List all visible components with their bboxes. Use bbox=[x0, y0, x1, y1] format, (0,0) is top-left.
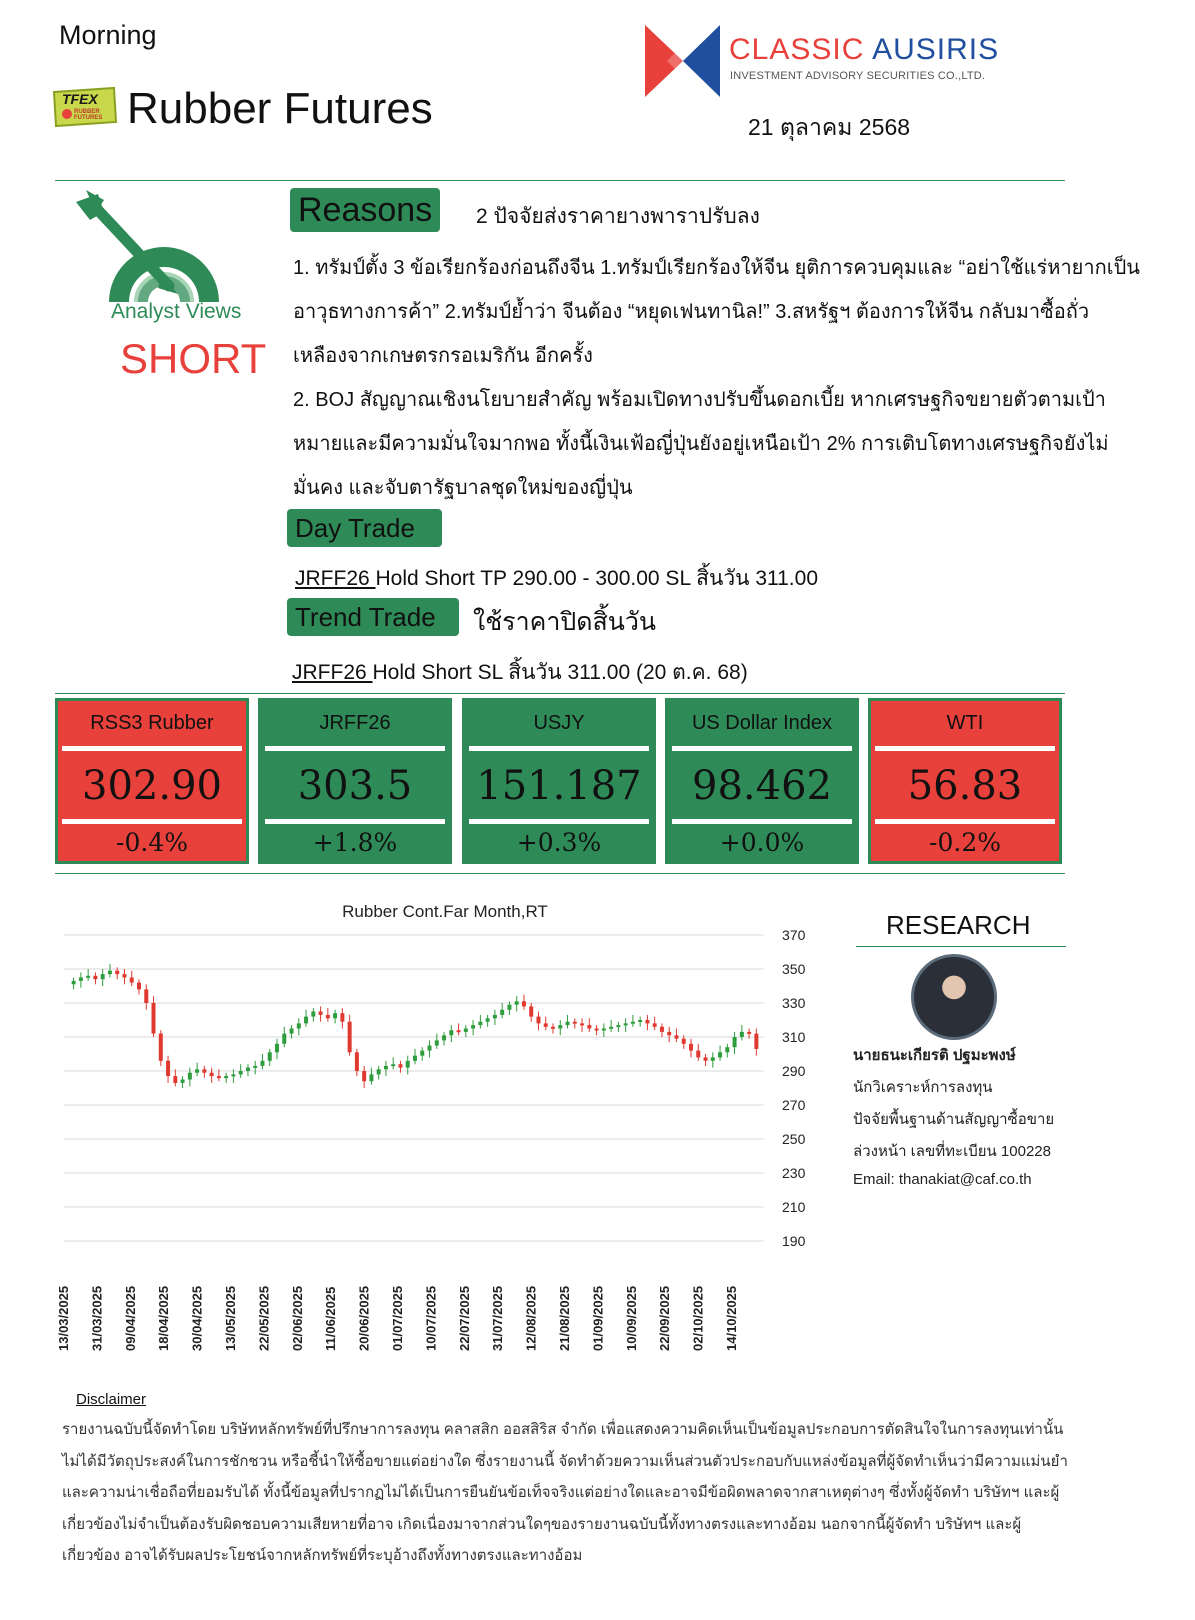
candle-body bbox=[689, 1044, 693, 1051]
x-tick-label: 21/08/2025 bbox=[557, 1285, 572, 1351]
candle-body bbox=[471, 1025, 475, 1028]
candle-body bbox=[246, 1068, 250, 1071]
analyst-name: นายธนะเกียรติ ปฐมะพงษ์ bbox=[853, 1047, 1016, 1064]
header-divider bbox=[55, 180, 1065, 181]
market-tile bbox=[55, 698, 249, 864]
candle-body bbox=[355, 1052, 359, 1071]
candle-body bbox=[152, 1003, 156, 1034]
candle-body bbox=[224, 1076, 228, 1078]
candle-body bbox=[130, 978, 134, 983]
candle-body bbox=[515, 1001, 519, 1004]
tile-change: -0.2% bbox=[929, 828, 1001, 857]
candle-body bbox=[696, 1051, 700, 1058]
candle-body bbox=[587, 1025, 591, 1028]
candle-body bbox=[231, 1074, 235, 1076]
candle-body bbox=[333, 1013, 337, 1018]
candle-body bbox=[602, 1029, 606, 1031]
tile-change: -0.4% bbox=[116, 828, 188, 857]
candle-body bbox=[391, 1064, 395, 1066]
x-tick-label: 22/09/2025 bbox=[657, 1285, 673, 1351]
candle-body bbox=[362, 1071, 366, 1081]
candle-body bbox=[348, 1022, 352, 1053]
reason-item: 2. BOJ สัญญาณเชิงนโยบายสำคัญ พร้อมเปิดทางปรับขึ้นดอกเบี้ย หากเศรษฐกิจขยายตัวตามเป้าหมายและมีความมั่นใจมากพอ ทั้งนี้เงินเฟ้อญี่ปุ่นยังอยู่เหนือเป้า 2% การเติบโตทางเศรษฐกิจยังไม่มั่นคง และจับตารัฐบาลชุดใหม่ของญี่ปุ่น bbox=[293, 389, 1109, 499]
x-tick-label: 13/03/2025 bbox=[56, 1285, 71, 1351]
candle-body bbox=[573, 1022, 577, 1024]
candle-body bbox=[667, 1032, 671, 1035]
research-title: RESEARCH bbox=[886, 910, 1031, 940]
x-tick-label: 30/04/2025 bbox=[189, 1285, 205, 1351]
tile-name: WTI bbox=[946, 712, 984, 734]
tile-name: US Dollar Index bbox=[691, 712, 833, 734]
target-arrow-icon bbox=[74, 190, 254, 302]
candle-body bbox=[159, 1034, 163, 1061]
y-tick-label: 370 bbox=[782, 927, 806, 943]
candle-body bbox=[72, 981, 76, 984]
rubber-price-chart bbox=[52, 893, 842, 1383]
day-trade-label: Day Trade bbox=[287, 509, 442, 547]
x-tick-label: 01/09/2025 bbox=[590, 1285, 606, 1351]
candle-body bbox=[217, 1076, 221, 1078]
candle-body bbox=[144, 989, 148, 1003]
trend-trade-symbol: JRFF26 bbox=[292, 661, 373, 684]
x-tick-label: 18/04/2025 bbox=[156, 1285, 172, 1351]
candle-body bbox=[733, 1037, 737, 1047]
candle-body bbox=[457, 1030, 461, 1032]
market-tile bbox=[665, 698, 859, 864]
candle-body bbox=[478, 1022, 482, 1025]
candle-body bbox=[609, 1027, 613, 1029]
candle-body bbox=[413, 1056, 417, 1061]
candle-body bbox=[660, 1027, 664, 1032]
candle-body bbox=[580, 1023, 584, 1025]
y-tick-label: 250 bbox=[782, 1131, 806, 1147]
candle-body bbox=[747, 1032, 751, 1034]
candle-body bbox=[616, 1025, 620, 1027]
report-date: 21 ตุลาคม 2568 bbox=[748, 114, 911, 140]
candle-body bbox=[754, 1034, 758, 1049]
analyst-license: ปัจจัยพื้นฐานด้านสัญญาซื้อขาย bbox=[853, 1111, 1055, 1128]
chart-title: Rubber Cont.Far Month,RT bbox=[342, 902, 548, 921]
reason-item: 1. ทรัมป์ตั้ง 3 ข้อเรียกร้องก่อนถึงจีน 1.ทรัมป์เรียกร้องให้จีน ยุติการควบคุมและ “อย่าใช้แร่หายากเป็นอาวุธทางการค้า” 2.ทรัมป์ย้ำว่า จีนต้อง “หยุดเฟนทานิล!” 3.สหรัฐฯ ต้องการให้จีน กลับมาซื้อถั่วเหลืองจากเกษตรกรอเมริกัน อีกครั้ง bbox=[293, 257, 1140, 367]
y-tick-label: 270 bbox=[782, 1097, 806, 1113]
candle-body bbox=[101, 974, 105, 979]
candle-body bbox=[275, 1044, 279, 1053]
candle-body bbox=[486, 1018, 490, 1021]
candle-body bbox=[420, 1051, 424, 1056]
candle-body bbox=[210, 1073, 214, 1076]
candle-body bbox=[384, 1066, 388, 1069]
y-tick-label: 350 bbox=[782, 961, 806, 977]
candle-body bbox=[268, 1052, 272, 1061]
candle-body bbox=[638, 1020, 642, 1022]
tile-price: 302.90 bbox=[82, 763, 222, 809]
reasons-label: Reasons bbox=[290, 188, 440, 232]
candle-body bbox=[122, 974, 126, 977]
classic-ausiris-logo-icon bbox=[645, 25, 720, 97]
candle-body bbox=[369, 1074, 373, 1081]
candle-body bbox=[653, 1023, 657, 1026]
x-tick-label: 13/05/2025 bbox=[223, 1285, 238, 1351]
candle-body bbox=[558, 1025, 562, 1028]
candle-body bbox=[704, 1057, 708, 1060]
x-tick-label: 22/07/2025 bbox=[456, 1285, 472, 1351]
analyst-license: ล่วงหน้า เลขที่ทะเบียน 100228 bbox=[853, 1143, 1051, 1160]
analyst-role: นักวิเคราะห์การลงทุน bbox=[853, 1079, 993, 1096]
y-tick-label: 210 bbox=[782, 1199, 806, 1215]
candle-body bbox=[108, 971, 112, 974]
y-tick-label: 190 bbox=[782, 1233, 806, 1249]
x-tick-label: 02/06/2025 bbox=[289, 1285, 305, 1351]
analyst-email: Email: thanakiat@caf.co.th bbox=[853, 1171, 1032, 1188]
x-tick-label: 10/07/2025 bbox=[423, 1285, 439, 1351]
candle-body bbox=[464, 1029, 468, 1032]
candle-body bbox=[493, 1015, 497, 1018]
reasons-heading: 2 ปัจจัยส่งราคายางพาราปรับลง bbox=[476, 205, 760, 228]
disclaimer-text: รายงานฉบับนี้จัดทำโดย บริษัทหลักทรัพย์ที่ปรึกษาการลงทุน คลาสสิก ออสสิริส จำกัด เพื่อแสดงความคิดเห็นเป็นข้อมูลประกอบการตัดสินใจในการลงทุนเท่านั้น ไม่ได้มีวัตถุประสงค์ในการชักชวน หรือชี้นำให้ซื้อขายแต่อย่างใด ซึ่งรายงานนี้ จัดทำด้วยความเห็นส่วนตัวประกอบกับแหล่งข้อมูลที่ผู้จัดทำเห็นว่ามีความแม่นยำและความน่าเชื่อถือที่ยอมรับได้ ทั้งนี้ข้อมูลที่ปรากฏไม่ได้เป็นการยืนยันข้อเท็จจริงแต่อย่างใดและอาจมีข้อผิดพลาดจากสาเหตุต่างๆ ซึ่งทั้งผู้จัดทำ บริษัทฯ และผู้เกี่ยวข้องไม่จำเป็นต้องรับผิดชอบความเสียหายที่อาจ เกิดเนื่องมาจากส่วนใดๆของรายงานฉบับนี้ทั้งทางตรงและทางอ้อม นอกจากนี้ผู้จัดทำ บริษัทฯ และผู้เกี่ยวข้อง อาจได้รับผลประโยชน์จากหลักทรัพย์ที่ระบุอ้างถึงทั้งทางตรงและทางอ้อม bbox=[62, 1421, 1068, 1564]
candle-body bbox=[631, 1022, 635, 1024]
candle-body bbox=[428, 1046, 432, 1051]
candle-body bbox=[725, 1047, 729, 1052]
tfex-rubber-logo bbox=[50, 86, 118, 128]
brand-subtitle: INVESTMENT ADVISORY SECURITIES CO.,LTD. bbox=[730, 70, 986, 82]
candle-body bbox=[173, 1076, 177, 1083]
candle-body bbox=[544, 1023, 548, 1026]
candle-body bbox=[449, 1030, 453, 1035]
candle-body bbox=[115, 971, 119, 974]
tile-name: RSS3 Rubber bbox=[90, 712, 214, 734]
x-tick-label: 11/06/2025 bbox=[323, 1286, 339, 1351]
trend-trade-strategy bbox=[292, 656, 748, 689]
svg-text:FUTURES: FUTURES bbox=[74, 115, 103, 121]
tile-price: 98.462 bbox=[692, 763, 832, 809]
svg-text:RUBBER: RUBBER bbox=[74, 109, 100, 115]
analyst-avatar bbox=[911, 954, 997, 1040]
candle-body bbox=[435, 1040, 439, 1045]
edition-label: Morning bbox=[59, 20, 157, 50]
candle-body bbox=[340, 1013, 344, 1022]
view-direction: SHORT bbox=[120, 335, 267, 382]
y-tick-label: 310 bbox=[782, 1029, 806, 1045]
x-tick-label: 02/10/2025 bbox=[690, 1285, 706, 1351]
candle-body bbox=[86, 976, 90, 978]
x-tick-label: 12/08/2025 bbox=[523, 1285, 539, 1351]
candle-body bbox=[326, 1015, 330, 1018]
tfex-logo-text: TFEX bbox=[62, 91, 98, 107]
trend-trade-detail: Hold Short SL สิ้นวัน 311.00 (20 ต.ค. 68) bbox=[372, 661, 748, 684]
report-title: Rubber Futures bbox=[127, 84, 433, 133]
market-tile bbox=[258, 698, 452, 864]
candle-body bbox=[188, 1073, 192, 1080]
candle-body bbox=[551, 1027, 555, 1029]
candle-body bbox=[507, 1005, 511, 1010]
x-tick-label: 09/04/2025 bbox=[122, 1285, 138, 1351]
market-tile bbox=[462, 698, 656, 864]
x-tick-label: 31/07/2025 bbox=[490, 1285, 506, 1351]
candle-body bbox=[377, 1069, 381, 1074]
tile-change: +0.3% bbox=[516, 828, 602, 857]
candle-body bbox=[304, 1017, 308, 1024]
candle-body bbox=[718, 1052, 722, 1057]
research-divider bbox=[856, 946, 1066, 947]
candle-body bbox=[711, 1057, 715, 1060]
tile-change: +1.8% bbox=[312, 828, 398, 857]
candle-body bbox=[529, 1006, 533, 1016]
candle-body bbox=[202, 1069, 206, 1072]
candle-body bbox=[319, 1012, 323, 1015]
candle-body bbox=[595, 1029, 599, 1031]
candle-body bbox=[624, 1023, 628, 1025]
brand-name: CLASSIC AUSIRIS bbox=[729, 33, 1000, 66]
candle-body bbox=[682, 1039, 686, 1044]
y-tick-label: 330 bbox=[782, 995, 806, 1011]
tile-price: 303.5 bbox=[297, 763, 413, 809]
x-tick-label: 20/06/2025 bbox=[356, 1285, 372, 1351]
x-tick-label: 01/07/2025 bbox=[390, 1285, 405, 1351]
tile-price: 151.187 bbox=[476, 763, 642, 809]
day-trade-detail: Hold Short TP 290.00 - 300.00 SL สิ้นวัน 311.00 bbox=[375, 567, 819, 590]
y-tick-label: 290 bbox=[782, 1063, 806, 1079]
day-trade-symbol: JRFF26 bbox=[295, 567, 376, 590]
candle-body bbox=[406, 1061, 410, 1068]
candle-body bbox=[239, 1071, 243, 1074]
candle-body bbox=[500, 1010, 504, 1015]
x-tick-label: 14/10/2025 bbox=[724, 1285, 739, 1351]
tiles-bottom-divider bbox=[55, 873, 1065, 874]
day-trade-strategy bbox=[295, 562, 818, 595]
y-tick-label: 230 bbox=[782, 1165, 806, 1181]
x-tick-label: 22/05/2025 bbox=[256, 1285, 272, 1351]
candle-body bbox=[260, 1061, 264, 1066]
candle-body bbox=[522, 1001, 526, 1006]
candle-body bbox=[79, 978, 83, 981]
candle-body bbox=[536, 1017, 540, 1024]
candle-body bbox=[290, 1029, 294, 1034]
candle-body bbox=[93, 976, 97, 979]
candle-body bbox=[297, 1023, 301, 1028]
trend-trade-label: Trend Trade bbox=[287, 598, 459, 636]
tile-name: JRFF26 bbox=[319, 712, 391, 734]
tiles-top-divider bbox=[55, 693, 1065, 694]
tile-change: +0.0% bbox=[719, 828, 805, 857]
candle-body bbox=[442, 1035, 446, 1040]
x-tick-label: 31/03/2025 bbox=[89, 1285, 105, 1351]
candle-body bbox=[282, 1034, 286, 1044]
candle-body bbox=[740, 1032, 744, 1037]
candle-body bbox=[398, 1064, 402, 1067]
candle-body bbox=[566, 1022, 570, 1025]
tile-name: USJY bbox=[533, 712, 585, 734]
candle-body bbox=[137, 983, 141, 990]
candle-body bbox=[311, 1012, 315, 1017]
candle-body bbox=[645, 1020, 649, 1023]
tile-price: 56.83 bbox=[907, 763, 1023, 809]
candle-body bbox=[181, 1080, 185, 1083]
x-tick-label: 10/09/2025 bbox=[623, 1285, 639, 1351]
candle-body bbox=[253, 1066, 257, 1068]
trend-trade-note: ใช้ราคาปิดสิ้นวัน bbox=[473, 608, 656, 636]
analyst-views-caption: Analyst Views bbox=[111, 300, 242, 323]
candle-body bbox=[674, 1035, 678, 1038]
candle-body bbox=[166, 1061, 170, 1076]
candle-body bbox=[195, 1069, 199, 1072]
disclaimer-title: Disclaimer bbox=[76, 1391, 147, 1408]
market-tile bbox=[868, 698, 1062, 864]
